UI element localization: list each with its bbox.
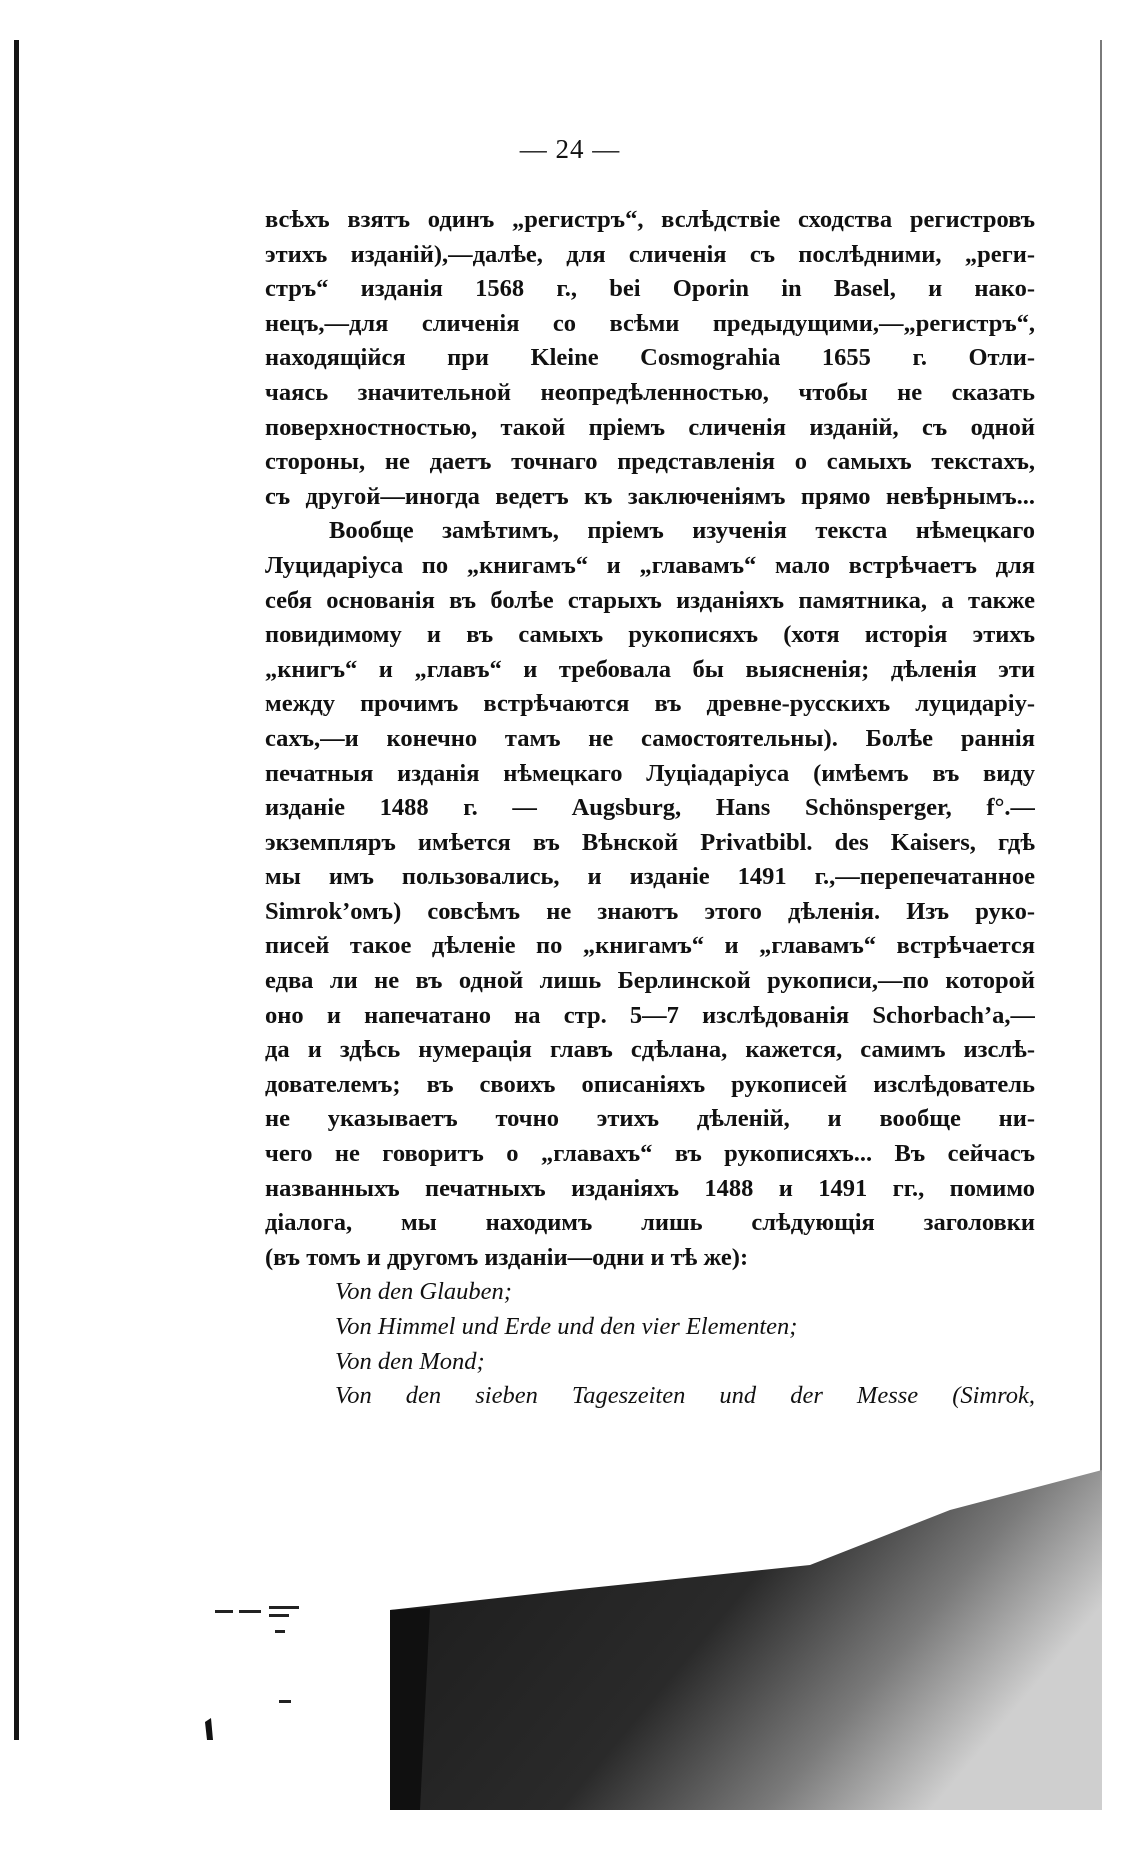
text-line: повидимому и въ самыхъ рукописяхъ (хотя исторія этихъ bbox=[265, 621, 1035, 649]
text-line: да и здѣсь нумерація главъ сдѣлана, кажется, самимъ изслѣ- bbox=[265, 1036, 1035, 1064]
text-line: нецъ,—для сличенія со всѣми предыдущими,—„регистръ“, bbox=[265, 309, 1035, 337]
text-line: съ другой—иногда ведетъ къ заключеніямъ прямо невѣрнымъ... bbox=[265, 482, 1035, 510]
text-line: находящійся при Kleine Cosmograhia 1655 г. Отли- bbox=[265, 344, 1035, 372]
text-line: себя основанія въ болѣе старыхъ изданіяхъ памятника, а также bbox=[265, 586, 1035, 614]
text-line: (въ томъ и другомъ изданіи—одни и тѣ же): bbox=[265, 1243, 749, 1271]
text-line: „книгъ“ и „главъ“ и требовала бы выясненія; дѣленія эти bbox=[265, 655, 1035, 683]
scan-smudge bbox=[390, 1470, 1102, 1810]
scan-right-edge bbox=[1100, 40, 1102, 1580]
text-line: оно и напечатано на стр. 5—7 изслѣдованія Schorbach’a,— bbox=[265, 1001, 1035, 1029]
text-line: всѣхъ взятъ одинъ „регистръ“, вслѣдствіе сходства регистровъ bbox=[265, 206, 1035, 233]
text-line: печатныя изданія нѣмецкаго Луціадаріуса (имѣемъ въ виду bbox=[265, 759, 1035, 787]
text-line: Вообще замѣтимъ, пріемъ изученія текста нѣмецкаго bbox=[329, 517, 1035, 545]
heading-line: Von Himmel und Erde und den vier Elementen; bbox=[335, 1313, 798, 1340]
text-line: экземпляръ имѣется въ Вѣнской Privatbibl. des Kaisers, гдѣ bbox=[265, 828, 1035, 856]
text-line: дователемъ; въ своихъ описаніяхъ рукописей изслѣдователь bbox=[265, 1070, 1035, 1098]
text-line: чего не говоритъ о „главахъ“ въ рукописяхъ... Въ сейчасъ bbox=[265, 1140, 1035, 1168]
body-text bbox=[265, 203, 1035, 1414]
text-line: этихъ изданій),—далѣе, для сличенія съ послѣдними, „реги- bbox=[265, 240, 1035, 268]
text-line: изданіе 1488 г. — Augsburg, Hans Schönsperger, f°.— bbox=[265, 794, 1035, 822]
text-line: писей такое дѣленіе по „книгамъ“ и „главамъ“ встрѣчается bbox=[265, 932, 1035, 960]
scan-marks bbox=[205, 1600, 345, 1740]
text-line: едва ли не въ одной лишь Берлинской рукописи,—по которой bbox=[265, 967, 1035, 995]
text-line: стороны, не даетъ точнаго представленія о самыхъ текстахъ, bbox=[265, 448, 1035, 476]
text-line: сахъ,—и конечно тамъ не самостоятельны). Болѣе раннія bbox=[265, 724, 1035, 752]
scan-left-edge bbox=[14, 40, 19, 1740]
text-line: не указываетъ точно этихъ дѣленій, и вообще ни- bbox=[265, 1105, 1035, 1133]
text-line: Simrok’омъ) совсѣмъ не знаютъ этого дѣленія. Изъ руко- bbox=[265, 897, 1035, 925]
heading-line: Von den sieben Tageszeiten und der Messe (Simrok, bbox=[335, 1382, 1035, 1410]
text-line: поверхностностью, такой пріемъ сличенія изданій, съ одной bbox=[265, 413, 1035, 441]
text-line: названныхъ печатныхъ изданіяхъ 1488 и 1491 гг., помимо bbox=[265, 1174, 1035, 1202]
heading-line: Von den Mond; bbox=[335, 1347, 485, 1375]
text-line: чаясь значительной неопредѣленностью, чтобы не сказать bbox=[265, 378, 1035, 406]
text-line: между прочимъ встрѣчаются въ древне-русскихъ луцидаріу- bbox=[265, 690, 1035, 718]
text-line: діалога, мы находимъ лишь слѣдующія заголовки bbox=[265, 1209, 1035, 1237]
page-number: — 24 — bbox=[519, 134, 621, 164]
text-line: стръ“ изданія 1568 г., bei Oporin in Basel, и нако- bbox=[265, 275, 1035, 303]
text-line: Луцидаріуса по „книгамъ“ и „главамъ“ мало встрѣчаетъ для bbox=[265, 551, 1035, 579]
heading-line: Von den Glauben; bbox=[335, 1278, 512, 1306]
text-line: мы имъ пользовались, и изданіе 1491 г.,—перепечатанное bbox=[265, 863, 1035, 891]
